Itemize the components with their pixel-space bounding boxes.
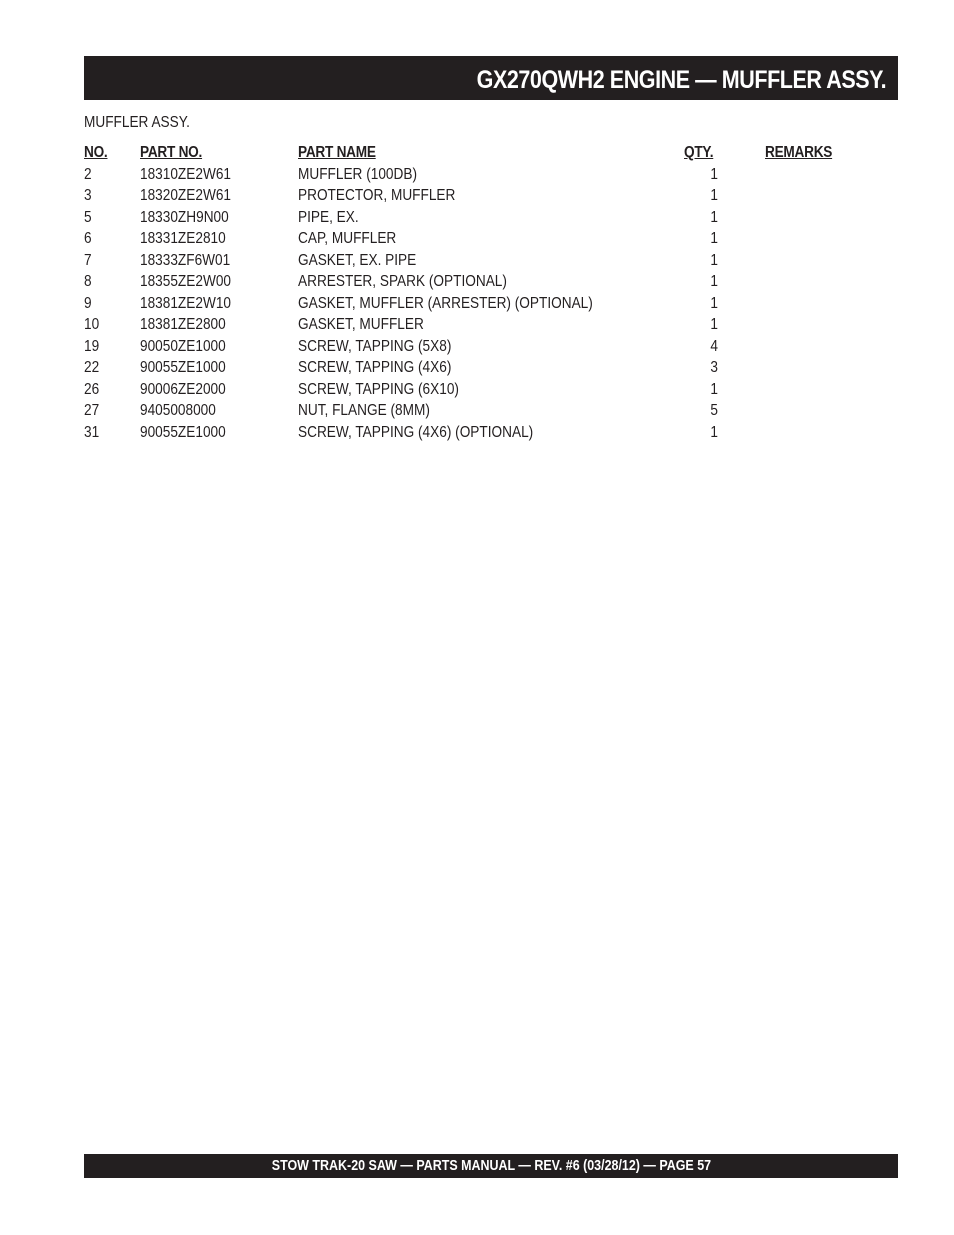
cell-no: 5 bbox=[84, 208, 92, 226]
table-row bbox=[84, 314, 884, 336]
table-row bbox=[84, 164, 884, 186]
cell-part-name: GASKET, MUFFLER bbox=[298, 316, 424, 333]
cell-qty: 1 bbox=[710, 316, 718, 333]
cell-part-no: 90050ZE1000 bbox=[140, 337, 226, 355]
cell-no: 26 bbox=[84, 380, 100, 398]
cell-no: 10 bbox=[84, 316, 100, 333]
cell-qty: 1 bbox=[710, 294, 718, 312]
cell-part-no: 18381ZE2800 bbox=[140, 316, 226, 333]
cell-part-no: 18331ZE2810 bbox=[140, 230, 226, 247]
cell-no: 7 bbox=[84, 251, 92, 269]
table-row bbox=[84, 400, 884, 422]
cell-part-no: 18310ZE2W61 bbox=[140, 165, 231, 183]
table-row bbox=[84, 228, 884, 250]
cell-no: 2 bbox=[84, 165, 92, 183]
cell-part-no: 18355ZE2W00 bbox=[140, 273, 231, 290]
cell-qty: 1 bbox=[710, 273, 718, 290]
cell-no: 3 bbox=[84, 187, 92, 204]
column-header-remarks: REMARKS bbox=[765, 144, 833, 161]
cell-qty: 1 bbox=[710, 230, 718, 247]
cell-part-name: PIPE, EX. bbox=[298, 208, 359, 226]
column-header-no: NO. bbox=[84, 144, 108, 161]
cell-qty: 4 bbox=[710, 337, 718, 355]
cell-part-name: CAP, MUFFLER bbox=[298, 230, 397, 247]
cell-no: 9 bbox=[84, 294, 92, 312]
page-title: GX270QWH2 ENGINE — MUFFLER ASSY. bbox=[476, 66, 886, 94]
cell-no: 8 bbox=[84, 273, 92, 290]
cell-no: 22 bbox=[84, 359, 100, 376]
cell-qty: 1 bbox=[710, 423, 718, 441]
cell-part-name: GASKET, MUFFLER (ARRESTER) (OPTIONAL) bbox=[298, 294, 593, 312]
table-row bbox=[84, 250, 884, 272]
table-row bbox=[84, 185, 884, 207]
cell-qty: 1 bbox=[710, 187, 718, 204]
page-footer-bar bbox=[84, 1154, 898, 1178]
table-row bbox=[84, 207, 884, 229]
cell-qty: 1 bbox=[710, 208, 718, 226]
cell-qty: 5 bbox=[710, 402, 718, 419]
table-row bbox=[84, 422, 884, 444]
cell-part-no: 90055ZE1000 bbox=[140, 359, 226, 376]
parts-table bbox=[84, 142, 884, 443]
column-header-part-name: PART NAME bbox=[298, 144, 376, 161]
column-header-part-no: PART NO. bbox=[140, 144, 203, 161]
cell-part-no: 18381ZE2W10 bbox=[140, 294, 231, 312]
cell-part-name: ARRESTER, SPARK (OPTIONAL) bbox=[298, 273, 507, 290]
section-label: MUFFLER ASSY. bbox=[84, 114, 190, 131]
cell-qty: 3 bbox=[710, 359, 718, 376]
page-title-bar bbox=[84, 56, 898, 100]
cell-qty: 1 bbox=[710, 165, 718, 183]
cell-part-no: 9405008000 bbox=[140, 402, 216, 419]
cell-part-no: 90006ZE2000 bbox=[140, 380, 226, 398]
cell-part-no: 18333ZF6W01 bbox=[140, 251, 231, 269]
cell-part-no: 90055ZE1000 bbox=[140, 423, 226, 441]
cell-part-no: 18330ZH9N00 bbox=[140, 208, 229, 226]
cell-no: 31 bbox=[84, 423, 100, 441]
table-body bbox=[84, 164, 884, 444]
cell-no: 27 bbox=[84, 402, 100, 419]
cell-qty: 1 bbox=[710, 251, 718, 269]
cell-part-name: PROTECTOR, MUFFLER bbox=[298, 187, 456, 204]
table-row bbox=[84, 336, 884, 358]
table-row bbox=[84, 293, 884, 315]
cell-part-name: GASKET, EX. PIPE bbox=[298, 251, 417, 269]
table-row bbox=[84, 357, 884, 379]
cell-part-name: NUT, FLANGE (8MM) bbox=[298, 402, 430, 419]
table-row bbox=[84, 271, 884, 293]
cell-no: 19 bbox=[84, 337, 100, 355]
table-header-row bbox=[84, 142, 884, 164]
page-footer: STOW TRAK-20 SAW — PARTS MANUAL — REV. #6 (03/28/12) — PAGE 57 bbox=[271, 1158, 711, 1174]
column-header-qty: QTY. bbox=[684, 144, 714, 161]
cell-part-no: 18320ZE2W61 bbox=[140, 187, 231, 204]
cell-no: 6 bbox=[84, 230, 92, 247]
cell-part-name: SCREW, TAPPING (6X10) bbox=[298, 380, 459, 398]
cell-part-name: SCREW, TAPPING (5X8) bbox=[298, 337, 452, 355]
cell-part-name: MUFFLER (100DB) bbox=[298, 165, 417, 183]
table-row bbox=[84, 379, 884, 401]
cell-part-name: SCREW, TAPPING (4X6) bbox=[298, 359, 452, 376]
cell-qty: 1 bbox=[710, 380, 718, 398]
cell-part-name: SCREW, TAPPING (4X6) (OPTIONAL) bbox=[298, 423, 534, 441]
